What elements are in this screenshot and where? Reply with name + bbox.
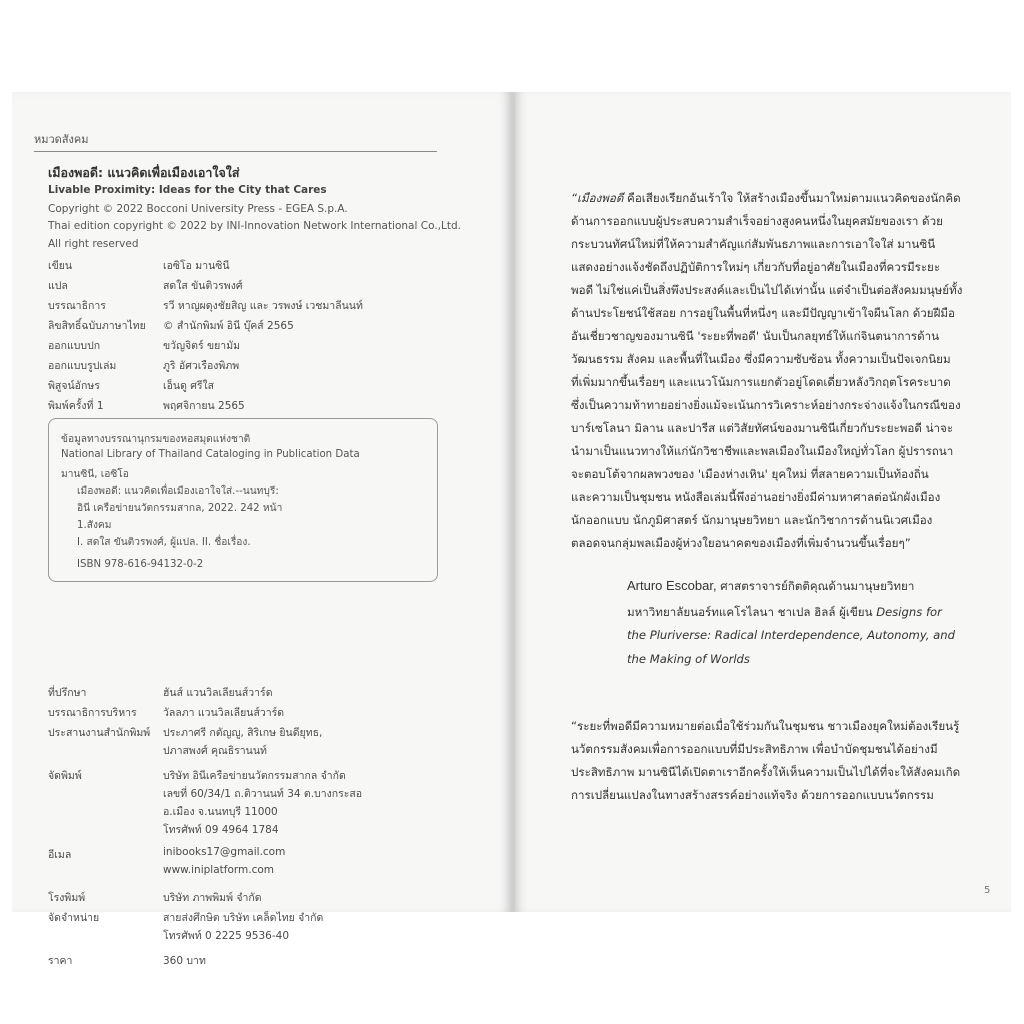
attribution-line [627,604,942,622]
info-value: อ.เมือง จ.นนทบุรี 11000 [163,806,278,818]
info-value: เลขที่ 60/34/1 ถ.ติวานนท์ 34 ต.บางกระสอ [163,788,363,800]
attribution-book-title: Designs for [876,605,942,619]
page-number: 5 [984,885,991,896]
attribution-book-title: the Pluriverse: Radical Interdependence, Autonomy, and [627,628,955,642]
info-label: บรรณาธิการบริหาร [48,707,137,719]
credit-value: สดใส ขันติวรพงศ์ [163,280,243,292]
cip-author: มานซินี, เอซิโอ [61,469,129,480]
info-label: อีเมล [48,849,72,861]
attribution-line [627,578,914,596]
quote1-line: พอดี ไม่ใช่แค่เป็นสิ่งพึงประสงค์และเป็นไปได้เท่านั้น แต่จำเป็นต่อสังคมมนุษย์ทั้ง [571,283,963,297]
cip-title: เมืองพอดี: แนวคิดเพื่อเมืองเอาใจใส่.--นนทบุรี: [77,486,279,497]
credit-label: ออกแบบปก [48,340,101,352]
title-english: Livable Proximity: Ideas for the City that Cares [48,184,327,196]
credit-value: ขวัญจิตร์ ขยามัม [163,340,241,352]
attribution-affiliation: มหาวิทยาลัยนอร์ทแคโรไลนา ชาเปล ฮิลล์ ผู้เขียน [627,605,877,619]
quote2-line: การเปลี่ยนแปลงในทางสร้างสรรค์อย่างแท้จริง ด้วยการออกแบบนวัตกรรม [571,788,934,802]
credit-label: ออกแบบรูปเล่ม [48,360,117,372]
credit-value: รวี หาญผดุงชัยสิญ และ วรพงษ์ เวชมาลีนนท์ [163,300,363,312]
info-label: ที่ปรึกษา [48,687,87,699]
quote1-line: ซึ่งเป็นความท้าทายอย่างยิ่งแม้จะเน้นการวิเคราะห์อย่างกระจ่างแจ้งในกรณีของ [571,398,961,412]
quote1-line: นักออกแบบ นักภูมิศาสตร์ นักมานุษยวิทยา และนักวิชาการด้านนิเวศเมือง [571,513,933,527]
credit-value: ภูริ อัศวเรืองพิภพ [163,360,240,372]
info-value: วัลลภา แวนวิลเลียนส์วาร์ด [163,707,285,719]
quote1-line: จะตอบโต้จากผลพวงของ 'เมืองห่างเหิน' ยุคใหม่ ที่สลายความเป็นท้องถิ่น [571,467,929,481]
info-label: ประสานงานสำนักพิมพ์ [48,727,151,739]
info-value: โทรศัพท์ 0 2225 9536-40 [163,930,289,942]
quote2-line: นวัตกรรมสังคมเพื่อการออกแบบที่มีประสิทธิภาพ เพื่อบำบัดชุมชนได้อย่างมี [571,742,938,756]
quote1-line: ด้านประโยชน์ใช้สอย การอยู่ในพื้นที่หนึ่งๆ และมีปัญญาเข้าใจผืนโลก ด้วยฝีมือ [571,306,956,320]
quote1-line: บาร์เซโลนา มิลาน และปารีส แต่วิสัยทัศน์ของมานซินีเกี่ยวกับระยะพอดี น่าจะ [571,421,954,435]
title-thai: เมืองพอดี: แนวคิดเพื่อเมืองเอาใจใส่ [48,165,240,180]
quote2-line: ประสิทธิภาพ มานซินีได้เปิดตาเราอีกครั้งให้เห็นความเป็นไปได้ที่จะให้สังคมเกิด [571,765,961,779]
info-label: จัดพิมพ์ [48,770,82,782]
cip-subject: 1.สังคม [77,520,112,531]
attribution-name: Arturo Escobar, [627,578,717,593]
credit-value: พฤศจิกายน 2565 [163,400,245,412]
info-value: บริษัท อินีเครือข่ายนวัตกรรมสากล จำกัด [163,770,346,782]
credit-label: พิสูจน์อักษร [48,380,100,392]
attribution-book-title: the Making of Worlds [627,652,750,666]
isbn: ISBN 978-616-94132-0-2 [77,559,204,570]
cip-heading-english: National Library of Thailand Cataloging in Publication Data [61,449,360,460]
credit-value: © สำนักพิมพ์ อินี บุ๊คส์ 2565 [163,320,294,332]
quote1-line: วัฒนธรรม สังคม และพื้นที่ในเมือง ซึ่งมีความซับซ้อน ทั้งความเป็นปัจเจกนิยม [571,352,951,366]
credit-label: แปล [48,280,68,292]
quote1-line: ที่เพิ่มมากขึ้นเรื่อยๆ และแนวโน้มการแยกตัวอยู่โดดเดี่ยวหลังวิกฤตโรคระบาด [571,375,951,389]
cip-data-box [48,418,438,582]
credit-label: บรรณาธิการ [48,300,106,312]
quote1-line: อันเชี่ยวชาญของมานซินี 'ระยะที่พอดี' นับเป็นกลยุทธ์ให้แก่จินตนาการด้าน [571,329,940,343]
credit-label: พิมพ์ครั้งที่ 1 [48,400,104,412]
info-value: สายส่งศึกษิต บริษัท เคล็ดไทย จำกัด [163,912,324,924]
credit-value: เอซิโอ มานซินี [163,260,230,272]
email-value: inibooks17@gmail.com [163,846,286,858]
attribution-title: ศาสตราจารย์กิตติคุณด้านมานุษยวิทยา [716,579,915,593]
quote1-line: นำมาเป็นแนวทางให้แก่นักวิชาชีพและพลเมืองในเมืองใหญ่ทั่วโลก ผู้ปรารถนา [571,444,954,458]
info-value: ประภาศรี กตัญญู, สิริเกษ ยินดียุทธ, [163,727,323,739]
cip-publisher: อินี เครือข่ายนวัตกรรมสากล, 2022. 242 หน้า [77,503,283,514]
cip-added-entries: I. สดใส ขันติวรพงศ์, ผู้แปล. II. ชื่อเรื่อง. [77,537,251,548]
cip-heading-thai: ข้อมูลทางบรรณานุกรมของหอสมุดแห่งชาติ [61,434,251,445]
thai-copyright-line: Thai edition copyright © 2022 by INI-Innovation Network International Co.,Ltd. [48,220,461,232]
credit-label: เขียน [48,260,73,272]
info-label: จัดจำหน่าย [48,912,100,924]
info-value: ฮันส์ แวนวิลเลียนส์วาร์ด [163,687,273,699]
info-value: โทรศัพท์ 09 4964 1784 [163,824,279,836]
rights-line: All right reserved [48,238,139,250]
header-rule [34,151,437,152]
info-label: โรงพิมพ์ [48,892,86,904]
quote1-line [571,190,961,208]
info-label: ราคา [48,955,73,967]
quote1-lead: “เมืองพอดี [571,191,624,205]
credit-label: ลิขสิทธิ์ฉบับภาษาไทย [48,320,146,332]
category-label: หมวดสังคม [34,133,89,146]
quote1-line: และความเป็นชุมชน หนังสือเล่มนี้พึงอ่านอย่างยิ่งมีค่ามหาศาลต่อนักผังเมือง [571,490,941,504]
quote1-line: กระบวนทัศน์ใหม่ที่ให้ความสำคัญแก่สัมพันธภาพและการเอาใจใส่ มานซินี [571,237,936,251]
info-value: ปภาสพงศ์ คุณธิรานนท์ [163,745,267,757]
website-value: www.iniplatform.com [163,864,275,876]
quote1-line: แสดงอย่างแจ้งชัดถึงปฏิบัติการใหม่ๆ เกี่ยวกับที่อยู่อาศัยในเมืองที่ควรมีระยะ [571,260,941,274]
price-value: 360 บาท [163,955,206,967]
book-gutter [511,92,515,912]
copyright-line: Copyright © 2022 Bocconi University Press - EGEA S.p.A. [48,203,348,215]
quote1-line: ด้านการออกแบบผู้ประสบความสำเร็จอย่างสูงคนหนึ่งในยุคสมัยของเรา ด้วย [571,214,943,228]
quote1-line: ตลอดจนกลุ่มพลเมืองผู้ห่วงใยอนาคตของเมืองที่เพิ่มจำนวนขึ้นเรื่อยๆ” [571,536,911,550]
credit-value: เอ็นดู ศรีใส [163,380,215,392]
quote2-line: “ระยะที่พอดีมีความหมายต่อเมื่อใช้ร่วมกันในชุมชน ชาวเมืองยุคใหม่ต้องเรียนรู้ [571,719,960,733]
info-value: บริษัท ภาพพิมพ์ จำกัด [163,892,262,904]
quote1-text: คือเสียงเรียกอันเร้าใจ ให้สร้างเมืองขึ้นมาใหม่ตามแนวคิดของนักคิด [623,191,961,205]
